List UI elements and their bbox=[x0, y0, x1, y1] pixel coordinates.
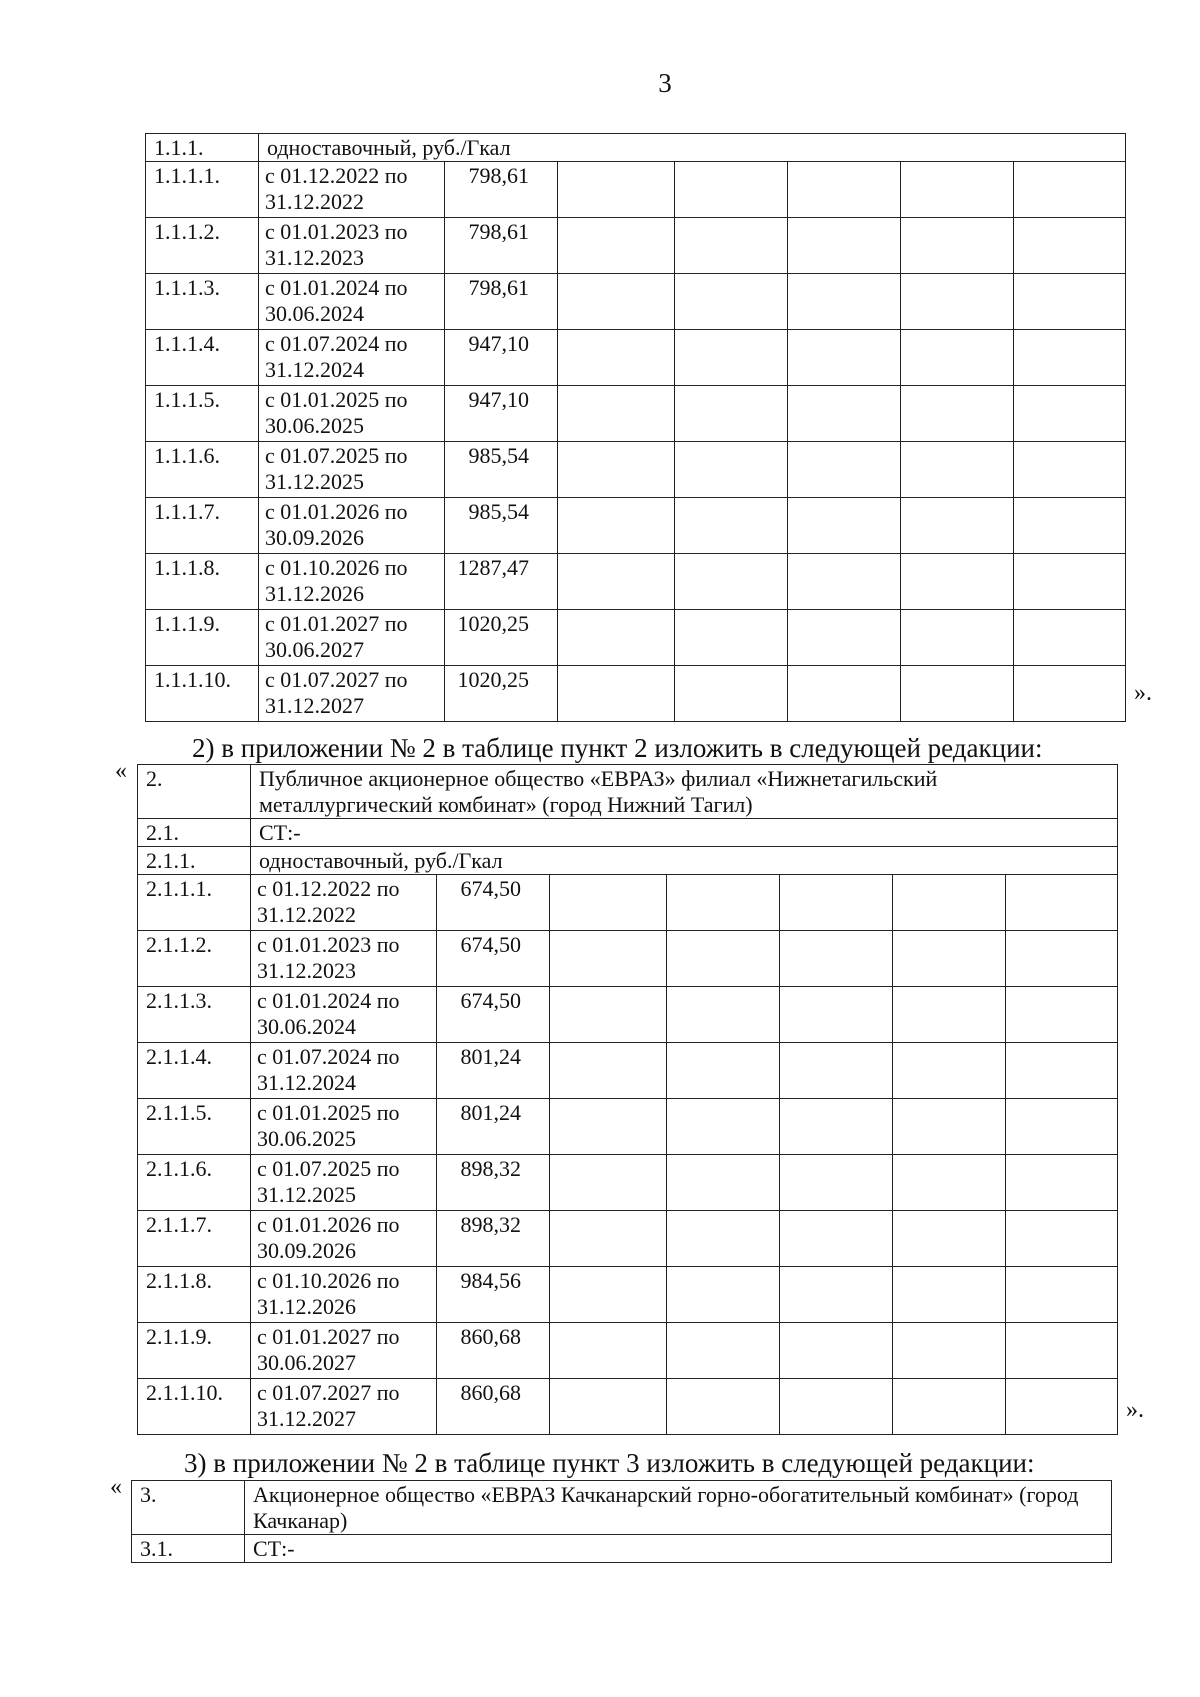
row-number: 2.1.1.1. bbox=[138, 875, 251, 931]
empty-cell bbox=[1006, 1323, 1118, 1379]
table-row bbox=[138, 1211, 1118, 1267]
empty-cell bbox=[558, 666, 675, 722]
row-number: 1.1.1.4. bbox=[146, 330, 259, 386]
empty-cell bbox=[1006, 1155, 1118, 1211]
empty-cell bbox=[667, 931, 780, 987]
tariff-value: 674,50 bbox=[437, 987, 550, 1043]
table-row bbox=[146, 218, 1126, 274]
empty-cell bbox=[675, 554, 788, 610]
empty-cell bbox=[550, 1323, 667, 1379]
empty-cell bbox=[788, 554, 901, 610]
period-cell: с 01.01.2024 по 30.06.2024 bbox=[259, 274, 445, 330]
empty-cell bbox=[901, 666, 1014, 722]
period-cell: с 01.07.2025 по 31.12.2025 bbox=[259, 442, 445, 498]
period-cell: с 01.12.2022 по 31.12.2022 bbox=[251, 875, 437, 931]
period-cell: с 01.01.2026 по 30.09.2026 bbox=[251, 1211, 437, 1267]
period-cell: с 01.10.2026 по 31.12.2026 bbox=[259, 554, 445, 610]
table-row bbox=[146, 666, 1126, 722]
empty-cell bbox=[1006, 987, 1118, 1043]
tariff-value: 860,68 bbox=[437, 1323, 550, 1379]
table-row bbox=[146, 386, 1126, 442]
empty-cell bbox=[550, 1211, 667, 1267]
row-number: 1.1.1.7. bbox=[146, 498, 259, 554]
empty-cell bbox=[550, 1267, 667, 1323]
empty-cell bbox=[901, 162, 1014, 218]
empty-cell bbox=[788, 330, 901, 386]
period-cell: с 01.07.2025 по 31.12.2025 bbox=[251, 1155, 437, 1211]
empty-cell bbox=[1006, 1379, 1118, 1435]
empty-cell bbox=[893, 1211, 1006, 1267]
tariff-value: 985,54 bbox=[445, 442, 558, 498]
org-name: Публичное акционерное общество «ЕВРАЗ» филиал «Нижнетагильский металлургический комбинат» (город Нижний Тагил) bbox=[251, 765, 1118, 819]
empty-cell bbox=[893, 875, 1006, 931]
tariff-value: 1020,25 bbox=[445, 666, 558, 722]
row-number: 2.1.1.2. bbox=[138, 931, 251, 987]
empty-cell bbox=[675, 162, 788, 218]
empty-cell bbox=[901, 498, 1014, 554]
empty-cell bbox=[558, 554, 675, 610]
empty-cell bbox=[901, 274, 1014, 330]
empty-cell bbox=[788, 498, 901, 554]
empty-cell bbox=[780, 1211, 893, 1267]
empty-cell bbox=[788, 162, 901, 218]
empty-cell bbox=[893, 1155, 1006, 1211]
empty-cell bbox=[1014, 218, 1126, 274]
tariff-value: 674,50 bbox=[437, 931, 550, 987]
empty-cell bbox=[1014, 386, 1126, 442]
empty-cell bbox=[780, 1043, 893, 1099]
period-cell: с 01.01.2027 по 30.06.2027 bbox=[259, 610, 445, 666]
row-number: 2. bbox=[138, 765, 251, 819]
empty-cell bbox=[1014, 666, 1126, 722]
row-number: 1.1.1.6. bbox=[146, 442, 259, 498]
system-row bbox=[138, 819, 1118, 847]
table-row bbox=[138, 1267, 1118, 1323]
empty-cell bbox=[667, 875, 780, 931]
empty-cell bbox=[667, 1323, 780, 1379]
row-number: 1.1.1. bbox=[146, 134, 259, 162]
empty-cell bbox=[667, 1379, 780, 1435]
empty-cell bbox=[780, 1155, 893, 1211]
empty-cell bbox=[1014, 162, 1126, 218]
row-number: 2.1.1.6. bbox=[138, 1155, 251, 1211]
row-number: 1.1.1.9. bbox=[146, 610, 259, 666]
table-row bbox=[146, 610, 1126, 666]
table-header-row bbox=[138, 847, 1118, 875]
empty-cell bbox=[901, 442, 1014, 498]
table-row bbox=[138, 1323, 1118, 1379]
empty-cell bbox=[901, 330, 1014, 386]
tariff-value: 860,68 bbox=[437, 1379, 550, 1435]
tariff-value: 898,32 bbox=[437, 1211, 550, 1267]
empty-cell bbox=[667, 1211, 780, 1267]
table-row bbox=[146, 274, 1126, 330]
empty-cell bbox=[901, 610, 1014, 666]
empty-cell bbox=[667, 1099, 780, 1155]
empty-cell bbox=[893, 987, 1006, 1043]
empty-cell bbox=[550, 1379, 667, 1435]
empty-cell bbox=[667, 1043, 780, 1099]
tariff-value: 1287,47 bbox=[445, 554, 558, 610]
period-cell: с 01.01.2023 по 31.12.2023 bbox=[259, 218, 445, 274]
opening-quote: « bbox=[115, 758, 127, 784]
empty-cell bbox=[558, 218, 675, 274]
tariff-value: 801,24 bbox=[437, 1099, 550, 1155]
empty-cell bbox=[1014, 554, 1126, 610]
system-row bbox=[132, 1535, 1112, 1563]
table-header-row bbox=[146, 134, 1126, 162]
tariff-value: 947,10 bbox=[445, 330, 558, 386]
empty-cell bbox=[1006, 1211, 1118, 1267]
table-row bbox=[138, 1379, 1118, 1435]
period-cell: с 01.07.2024 по 31.12.2024 bbox=[251, 1043, 437, 1099]
org-name: Акционерное общество «ЕВРАЗ Качканарский горно-обогатительный комбинат» (город Качканар) bbox=[245, 1481, 1112, 1535]
closing-quote: ». bbox=[1126, 1397, 1144, 1423]
org-row bbox=[138, 765, 1118, 819]
system-label: СТ:- bbox=[251, 819, 1118, 847]
empty-cell bbox=[901, 386, 1014, 442]
empty-cell bbox=[1014, 442, 1126, 498]
empty-cell bbox=[788, 442, 901, 498]
empty-cell bbox=[1014, 498, 1126, 554]
empty-cell bbox=[893, 1043, 1006, 1099]
period-cell: с 01.01.2025 по 30.06.2025 bbox=[251, 1099, 437, 1155]
row-number: 2.1.1.7. bbox=[138, 1211, 251, 1267]
empty-cell bbox=[667, 1155, 780, 1211]
empty-cell bbox=[788, 666, 901, 722]
empty-cell bbox=[550, 931, 667, 987]
empty-cell bbox=[550, 1043, 667, 1099]
table-row bbox=[138, 987, 1118, 1043]
row-number: 1.1.1.5. bbox=[146, 386, 259, 442]
table-row bbox=[138, 1043, 1118, 1099]
tariff-type-label: одноставочный, руб./Гкал bbox=[251, 847, 1118, 875]
tariff-value: 798,61 bbox=[445, 162, 558, 218]
period-cell: с 01.07.2024 по 31.12.2024 bbox=[259, 330, 445, 386]
empty-cell bbox=[550, 987, 667, 1043]
period-cell: с 01.10.2026 по 31.12.2026 bbox=[251, 1267, 437, 1323]
empty-cell bbox=[1006, 1099, 1118, 1155]
empty-cell bbox=[675, 330, 788, 386]
tariff-value: 984,56 bbox=[437, 1267, 550, 1323]
period-cell: с 01.01.2027 по 30.06.2027 bbox=[251, 1323, 437, 1379]
empty-cell bbox=[893, 931, 1006, 987]
period-cell: с 01.07.2027 по 31.12.2027 bbox=[259, 666, 445, 722]
table-row bbox=[146, 498, 1126, 554]
empty-cell bbox=[675, 442, 788, 498]
row-number: 1.1.1.1. bbox=[146, 162, 259, 218]
row-number: 2.1.1.9. bbox=[138, 1323, 251, 1379]
empty-cell bbox=[780, 1099, 893, 1155]
empty-cell bbox=[1006, 1043, 1118, 1099]
empty-cell bbox=[550, 1155, 667, 1211]
table-row bbox=[138, 931, 1118, 987]
empty-cell bbox=[780, 1323, 893, 1379]
tariff-table-2 bbox=[137, 764, 1118, 1435]
tariff-table-3 bbox=[131, 1480, 1112, 1563]
tariff-type-label: одноставочный, руб./Гкал bbox=[259, 134, 1126, 162]
row-number: 2.1.1.5. bbox=[138, 1099, 251, 1155]
empty-cell bbox=[558, 610, 675, 666]
row-number: 1.1.1.2. bbox=[146, 218, 259, 274]
table-row bbox=[146, 442, 1126, 498]
row-number: 3.1. bbox=[132, 1535, 245, 1563]
system-label: СТ:- bbox=[245, 1535, 1112, 1563]
empty-cell bbox=[558, 274, 675, 330]
period-cell: с 01.01.2026 по 30.09.2026 bbox=[259, 498, 445, 554]
empty-cell bbox=[780, 1379, 893, 1435]
empty-cell bbox=[667, 1267, 780, 1323]
empty-cell bbox=[667, 987, 780, 1043]
period-cell: с 01.01.2024 по 30.06.2024 bbox=[251, 987, 437, 1043]
empty-cell bbox=[675, 610, 788, 666]
empty-cell bbox=[1014, 274, 1126, 330]
org-row bbox=[132, 1481, 1112, 1535]
empty-cell bbox=[675, 666, 788, 722]
empty-cell bbox=[675, 218, 788, 274]
tariff-table-1 bbox=[145, 133, 1126, 722]
empty-cell bbox=[780, 931, 893, 987]
paragraph-2: 2) в приложении № 2 в таблице пункт 2 изложить в следующей редакции: bbox=[192, 733, 1043, 763]
row-number: 2.1.1. bbox=[138, 847, 251, 875]
empty-cell bbox=[558, 386, 675, 442]
tariff-value: 1020,25 bbox=[445, 610, 558, 666]
empty-cell bbox=[550, 875, 667, 931]
row-number: 2.1. bbox=[138, 819, 251, 847]
empty-cell bbox=[558, 330, 675, 386]
empty-cell bbox=[550, 1099, 667, 1155]
table-row bbox=[138, 875, 1118, 931]
empty-cell bbox=[893, 1099, 1006, 1155]
empty-cell bbox=[780, 1267, 893, 1323]
empty-cell bbox=[1014, 330, 1126, 386]
empty-cell bbox=[893, 1267, 1006, 1323]
empty-cell bbox=[675, 386, 788, 442]
closing-quote: ». bbox=[1134, 680, 1152, 706]
tariff-value: 947,10 bbox=[445, 386, 558, 442]
empty-cell bbox=[1006, 931, 1118, 987]
empty-cell bbox=[1006, 1267, 1118, 1323]
empty-cell bbox=[788, 274, 901, 330]
empty-cell bbox=[893, 1379, 1006, 1435]
row-number: 1.1.1.3. bbox=[146, 274, 259, 330]
tariff-value: 798,61 bbox=[445, 218, 558, 274]
period-cell: с 01.07.2027 по 31.12.2027 bbox=[251, 1379, 437, 1435]
row-number: 2.1.1.10. bbox=[138, 1379, 251, 1435]
period-cell: с 01.01.2023 по 31.12.2023 bbox=[251, 931, 437, 987]
table-row bbox=[138, 1099, 1118, 1155]
empty-cell bbox=[1014, 610, 1126, 666]
table-row bbox=[138, 1155, 1118, 1211]
row-number: 1.1.1.8. bbox=[146, 554, 259, 610]
period-cell: с 01.12.2022 по 31.12.2022 bbox=[259, 162, 445, 218]
empty-cell bbox=[893, 1323, 1006, 1379]
paragraph-3: 3) в приложении № 2 в таблице пункт 3 изложить в следующей редакции: bbox=[184, 1448, 1035, 1478]
empty-cell bbox=[788, 386, 901, 442]
empty-cell bbox=[901, 554, 1014, 610]
empty-cell bbox=[788, 610, 901, 666]
empty-cell bbox=[558, 442, 675, 498]
row-number: 2.1.1.4. bbox=[138, 1043, 251, 1099]
row-number: 2.1.1.3. bbox=[138, 987, 251, 1043]
empty-cell bbox=[558, 162, 675, 218]
tariff-value: 898,32 bbox=[437, 1155, 550, 1211]
table-row bbox=[146, 162, 1126, 218]
empty-cell bbox=[780, 987, 893, 1043]
opening-quote: « bbox=[110, 1474, 122, 1500]
row-number: 2.1.1.8. bbox=[138, 1267, 251, 1323]
period-cell: с 01.01.2025 по 30.06.2025 bbox=[259, 386, 445, 442]
empty-cell bbox=[901, 218, 1014, 274]
table-row bbox=[146, 330, 1126, 386]
empty-cell bbox=[788, 218, 901, 274]
empty-cell bbox=[1006, 875, 1118, 931]
row-number: 3. bbox=[132, 1481, 245, 1535]
tariff-value: 674,50 bbox=[437, 875, 550, 931]
tariff-value: 798,61 bbox=[445, 274, 558, 330]
tariff-value: 801,24 bbox=[437, 1043, 550, 1099]
empty-cell bbox=[558, 498, 675, 554]
empty-cell bbox=[780, 875, 893, 931]
table-row bbox=[146, 554, 1126, 610]
empty-cell bbox=[675, 274, 788, 330]
row-number: 1.1.1.10. bbox=[146, 666, 259, 722]
page-number: 3 bbox=[658, 68, 672, 98]
tariff-value: 985,54 bbox=[445, 498, 558, 554]
empty-cell bbox=[675, 498, 788, 554]
